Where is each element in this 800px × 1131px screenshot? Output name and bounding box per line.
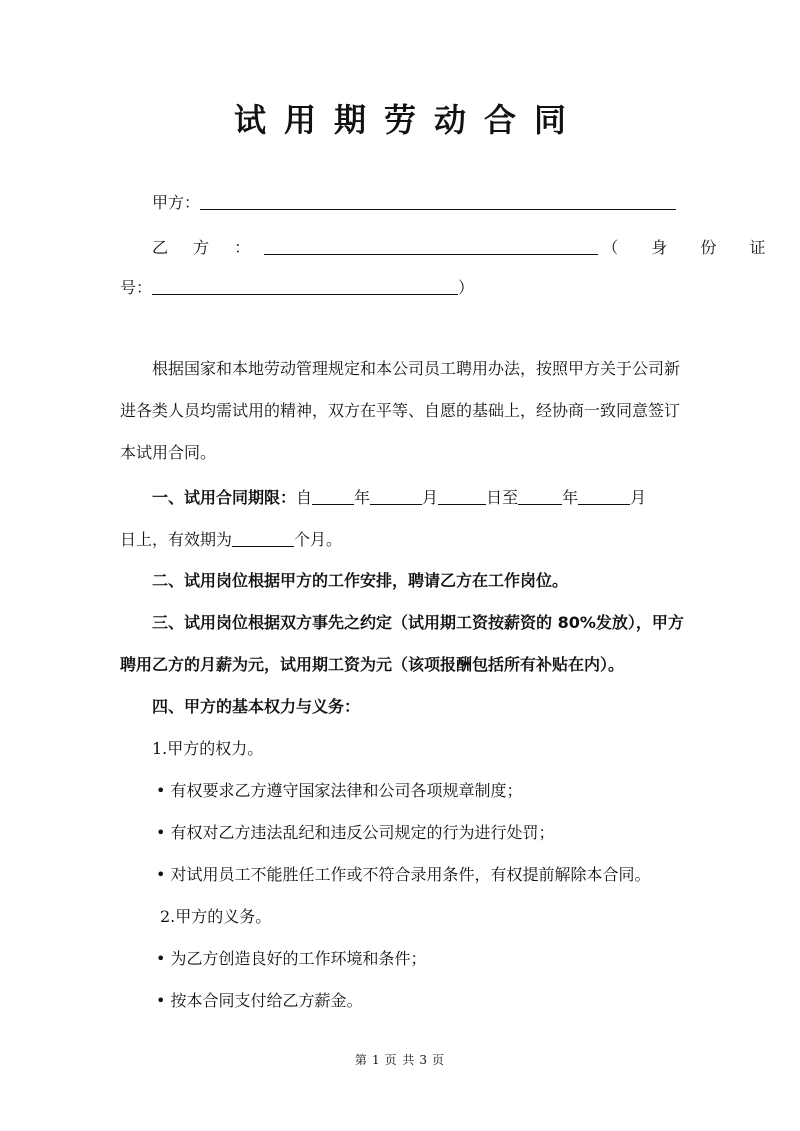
clause-2: 二、试用岗位根据甲方的工作安排，聘请乙方在工作岗位。 <box>152 571 569 590</box>
clause-1-day-to: 日至 <box>486 488 519 507</box>
start-day-blank[interactable] <box>438 488 486 505</box>
start-year-blank[interactable] <box>312 488 354 505</box>
clause-1-from: 自 <box>296 488 313 507</box>
duties-item: • 为乙方创造良好的工作环境和条件； <box>156 949 427 968</box>
page-footer <box>0 1052 800 1068</box>
footer-total-pages: 3 <box>419 1053 429 1067</box>
rights-heading: 1.甲方的权力。 <box>152 739 264 758</box>
clause-1-month: 月 <box>422 488 439 507</box>
clause-1-line2-start: 日上，有效期为 <box>120 530 233 549</box>
rights-item: • 有权对乙方违法乱纪和违反公司规定的行为进行处罚； <box>156 823 555 842</box>
party-b-id-blank[interactable] <box>152 278 458 295</box>
intro-line-3: 本试用合同。 <box>120 443 217 462</box>
clause-4-heading: 四、甲方的基本权力与义务： <box>152 697 361 716</box>
footer-post: 页 <box>432 1053 446 1067</box>
start-month-blank[interactable] <box>370 488 422 505</box>
clause-1-year2: 年 <box>562 488 579 507</box>
footer-page-number: 1 <box>371 1053 381 1067</box>
party-b-id-open: （ 身 份 证 <box>602 238 780 257</box>
party-b-id-close: ） <box>458 278 475 297</box>
clause-1-line-1 <box>152 486 680 509</box>
clause-1-month2: 月 <box>630 488 647 507</box>
party-a-label: 甲方： <box>152 193 201 212</box>
clause-1-prefix: 一、试用合同期限： <box>152 488 297 507</box>
rights-item: • 有权要求乙方遵守国家法律和公司各项规章制度； <box>156 781 523 800</box>
party-b-blank[interactable] <box>264 238 598 255</box>
intro-line-1: 根据国家和本地劳动管理规定和本公司员工聘用办法，按照甲方关于公司新 <box>152 359 681 378</box>
party-b-line <box>152 236 780 259</box>
footer-pre: 第 <box>354 1053 368 1067</box>
clause-1-year: 年 <box>354 488 371 507</box>
party-b-id-label: 号： <box>120 278 153 297</box>
party-a-blank[interactable] <box>200 193 676 210</box>
party-a-line <box>152 191 680 214</box>
rights-item: • 对试用员工不能胜任工作或不符合录用条件，有权提前解除本合同。 <box>156 865 651 884</box>
clause-1-line-2 <box>120 528 680 551</box>
footer-mid: 页 共 <box>384 1053 416 1067</box>
end-month-blank[interactable] <box>578 488 630 505</box>
intro-line-2: 进各类人员均需试用的精神，双方在平等、自愿的基础上，经协商一致同意签订 <box>120 401 681 420</box>
duties-item: • 按本合同支付给乙方薪金。 <box>156 991 363 1010</box>
duties-heading: 2.甲方的义务。 <box>160 907 272 926</box>
duration-months-blank[interactable] <box>232 530 294 547</box>
party-b-id-line <box>120 276 680 299</box>
clause-3-line-2: 聘用乙方的月薪为元，试用期工资为元（该项报酬包括所有补贴在内）。 <box>120 655 625 674</box>
end-year-blank[interactable] <box>518 488 562 505</box>
document-title: 试用期劳动合同 <box>233 101 584 139</box>
clause-3-line-1: 三、试用岗位根据双方事先之约定（试用期工资按薪资的 80%发放），甲方 <box>152 613 684 632</box>
clause-1-line2-end: 个月。 <box>294 530 343 549</box>
party-b-label: 乙 方 ： <box>152 238 261 257</box>
